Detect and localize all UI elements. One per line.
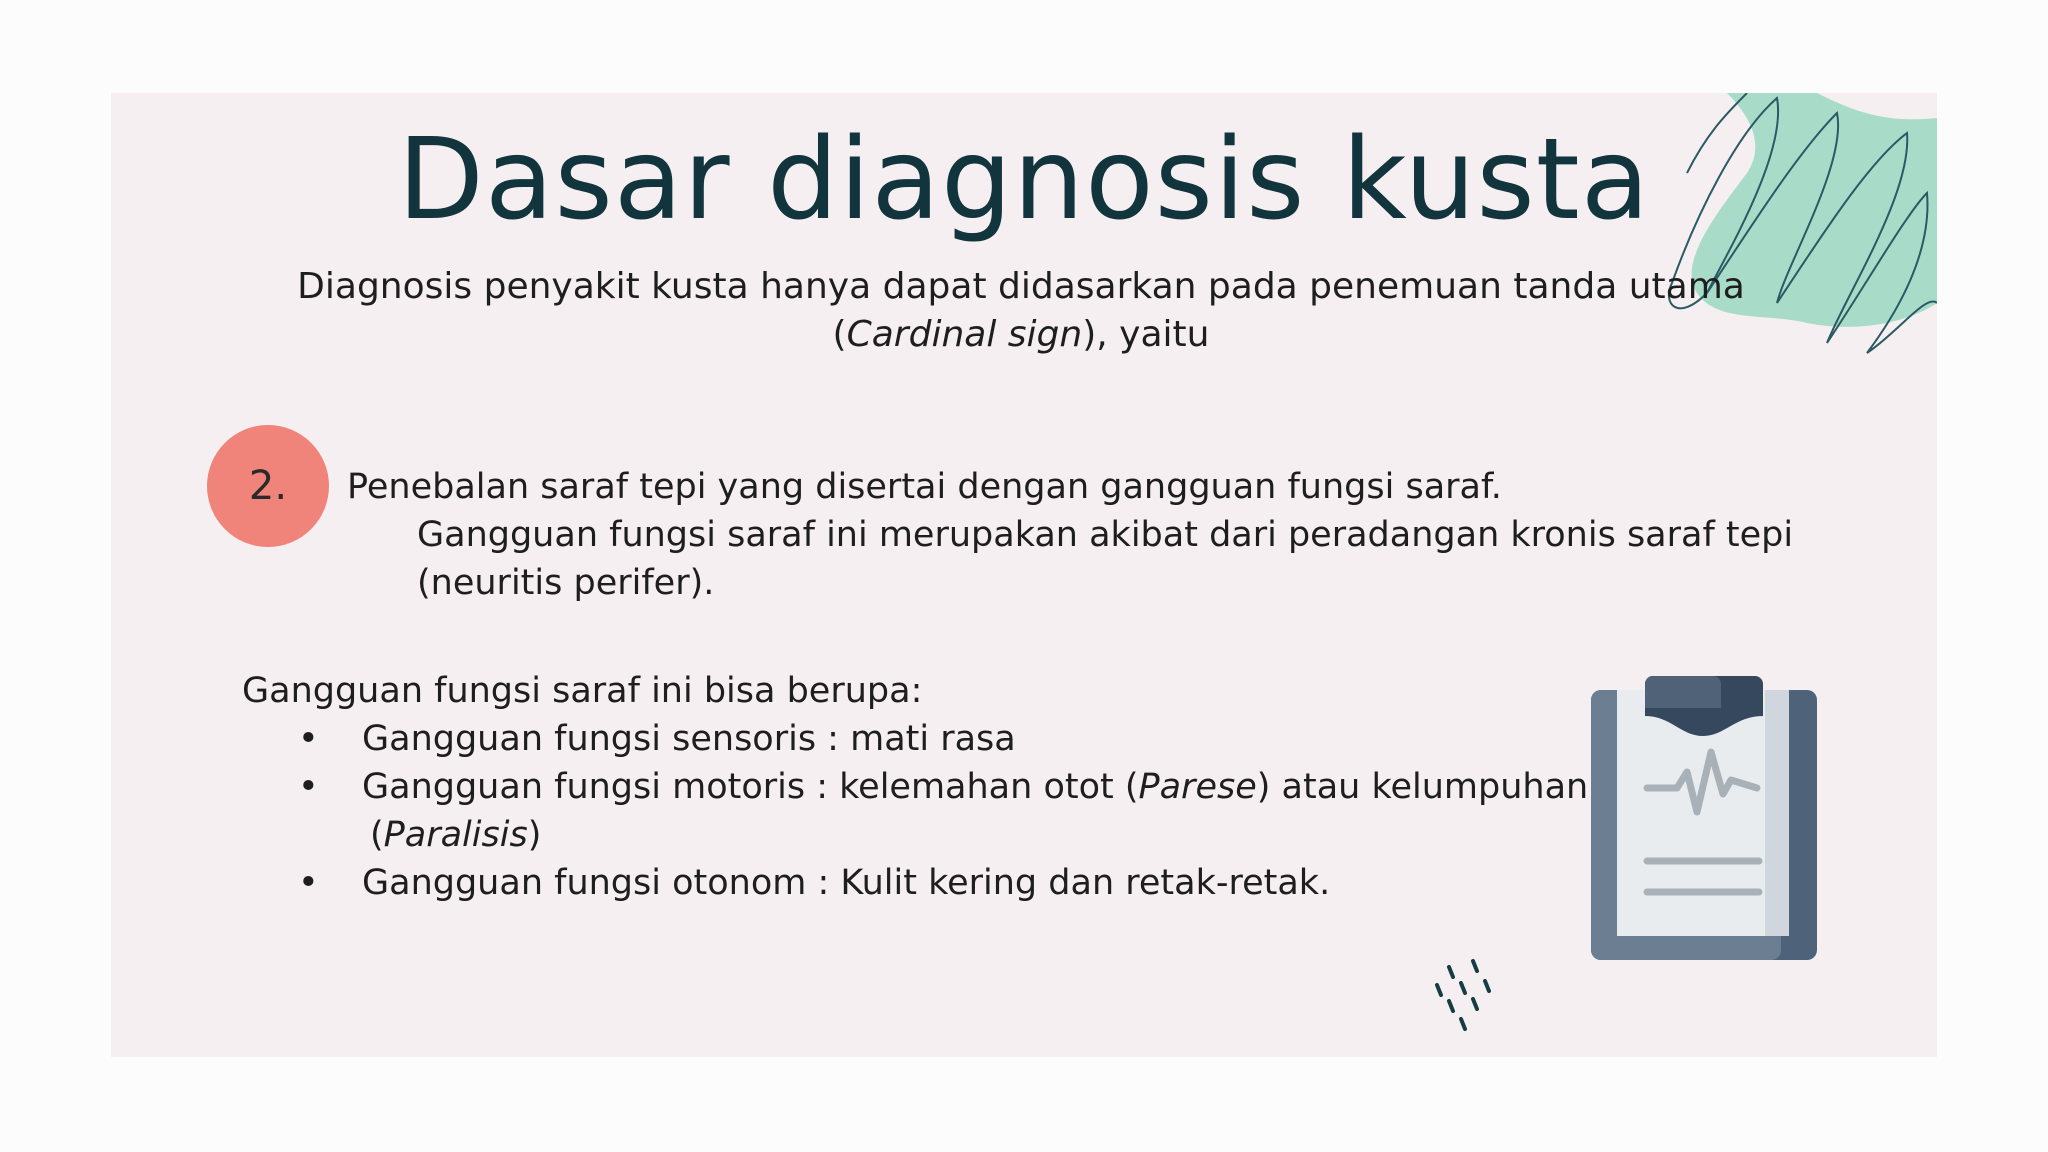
slide-title: Dasar diagnosis kusta: [397, 115, 1651, 245]
cont-close: ): [527, 815, 542, 855]
bullet-continuation: [362, 811, 1588, 859]
point-line-1: Penebalan saraf tepi yang disertai dengan gangguan fungsi saraf.: [347, 467, 1502, 507]
subtitle-tail: ), yaitu: [1082, 314, 1210, 355]
subtitle-text: Diagnosis penyakit kusta hanya dapat didasarkan pada penemuan tanda utama: [297, 266, 1745, 307]
bullet-text: Gangguan fungsi sensoris : mati rasa: [362, 719, 1016, 759]
point-line-3: (neuritis perifer).: [417, 563, 715, 603]
subtitle-paren-open: (: [832, 314, 847, 355]
bullet-dot: •: [298, 719, 319, 759]
bullet-text: Gangguan fungsi otonom : Kulit kering dan retak-retak.: [362, 863, 1331, 903]
list-item: [242, 715, 1588, 763]
cont-italic: Paralisis: [383, 815, 528, 855]
number-label: 2.: [248, 463, 288, 509]
bullet-dot: •: [298, 767, 319, 807]
point-line-2: Gangguan fungsi saraf ini merupakan akibat dari peradangan kronis saraf tepi: [417, 515, 1794, 555]
bullet-text-pre: Gangguan fungsi motoris : kelemahan otot (: [362, 767, 1139, 807]
bullet-text-post: ) atau kelumpuhan: [1256, 767, 1589, 807]
clipboard-heartbeat-icon: [1591, 676, 1817, 960]
bullet-dot: •: [298, 863, 319, 903]
number-badge: [207, 425, 329, 547]
list-item: [242, 859, 1588, 907]
list-item: [242, 763, 1588, 859]
cont-open: (: [370, 815, 384, 855]
rain-dashes-decoration: [1431, 955, 1511, 1035]
symptoms-intro: Gangguan fungsi saraf ini bisa berupa:: [242, 671, 923, 711]
symptoms-list: [242, 715, 1588, 907]
slide: [111, 93, 1937, 1057]
slide-subtitle: [261, 263, 1781, 359]
subtitle-italic: Cardinal sign: [846, 314, 1083, 355]
bullet-italic: Parese: [1138, 767, 1257, 807]
symptoms-section: [242, 667, 1588, 907]
point-text: [347, 463, 1793, 607]
